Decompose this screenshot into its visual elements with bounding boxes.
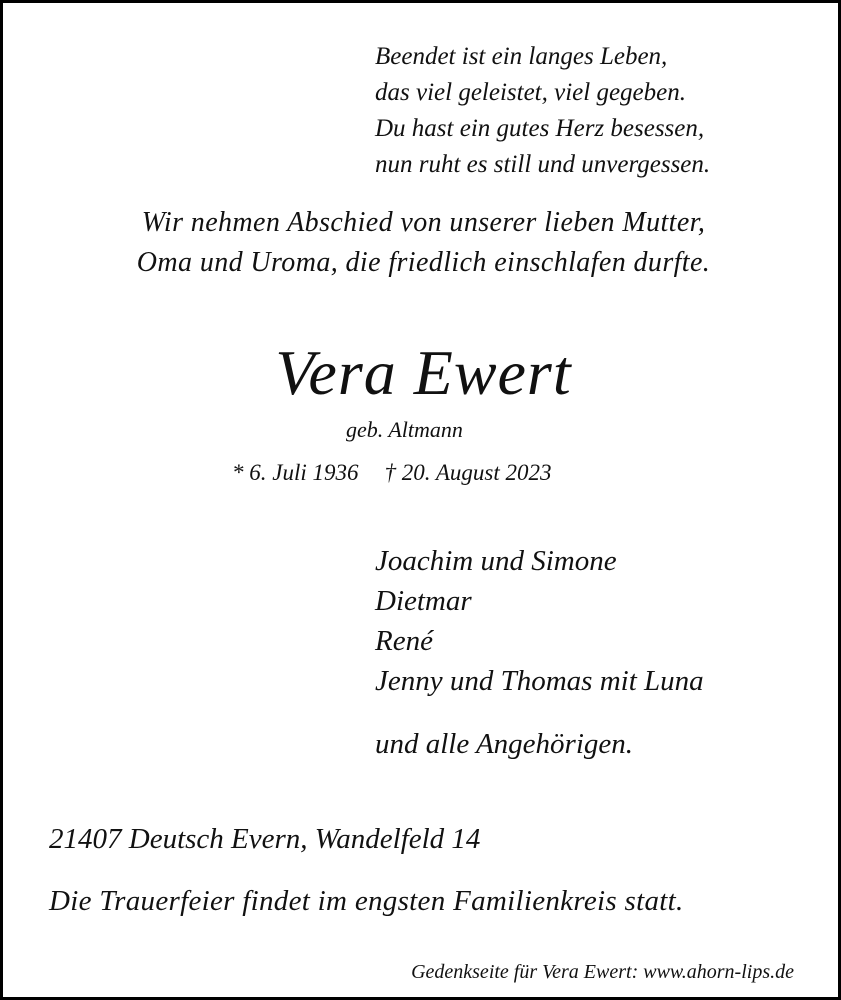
birth-date: * 6. Juli 1936 [232,460,359,485]
mourner-name: Dietmar [375,585,472,617]
mourners-list [375,541,704,701]
relatives-line: und alle Angehörigen. [375,728,634,760]
death-date: † 20. August 2023 [384,460,552,485]
mourner-name: Jenny und Thomas mit Luna [375,665,704,697]
poem-line: Beendet ist ein langes Leben, [375,43,668,70]
birth-name: geb. Altmann [346,417,463,442]
farewell-line: Wir nehmen Abschied von unserer lieben Mutter, [141,207,706,238]
farewell-line: Oma und Uroma, die friedlich einschlafen durfte. [136,247,711,278]
memorial-page-link: Gedenkseite für Vera Ewert: www.ahorn-lips.de [411,961,794,983]
mourner-name: René [375,625,433,657]
poem-line: das viel geleistet, viel gegeben. [375,79,686,106]
farewell-text [3,203,841,283]
life-dates [232,457,551,489]
poem-line: nun ruht es still und unvergessen. [375,151,711,178]
poem [375,39,710,183]
funeral-note: Die Trauerfeier findet im engsten Familienkreis statt. [49,885,684,917]
poem-line: Du hast ein gutes Herz besessen, [375,115,705,142]
address: 21407 Deutsch Evern, Wandelfeld 14 [49,823,481,855]
deceased-name: Vera Ewert [275,337,572,408]
mourner-name: Joachim und Simone [375,545,617,577]
